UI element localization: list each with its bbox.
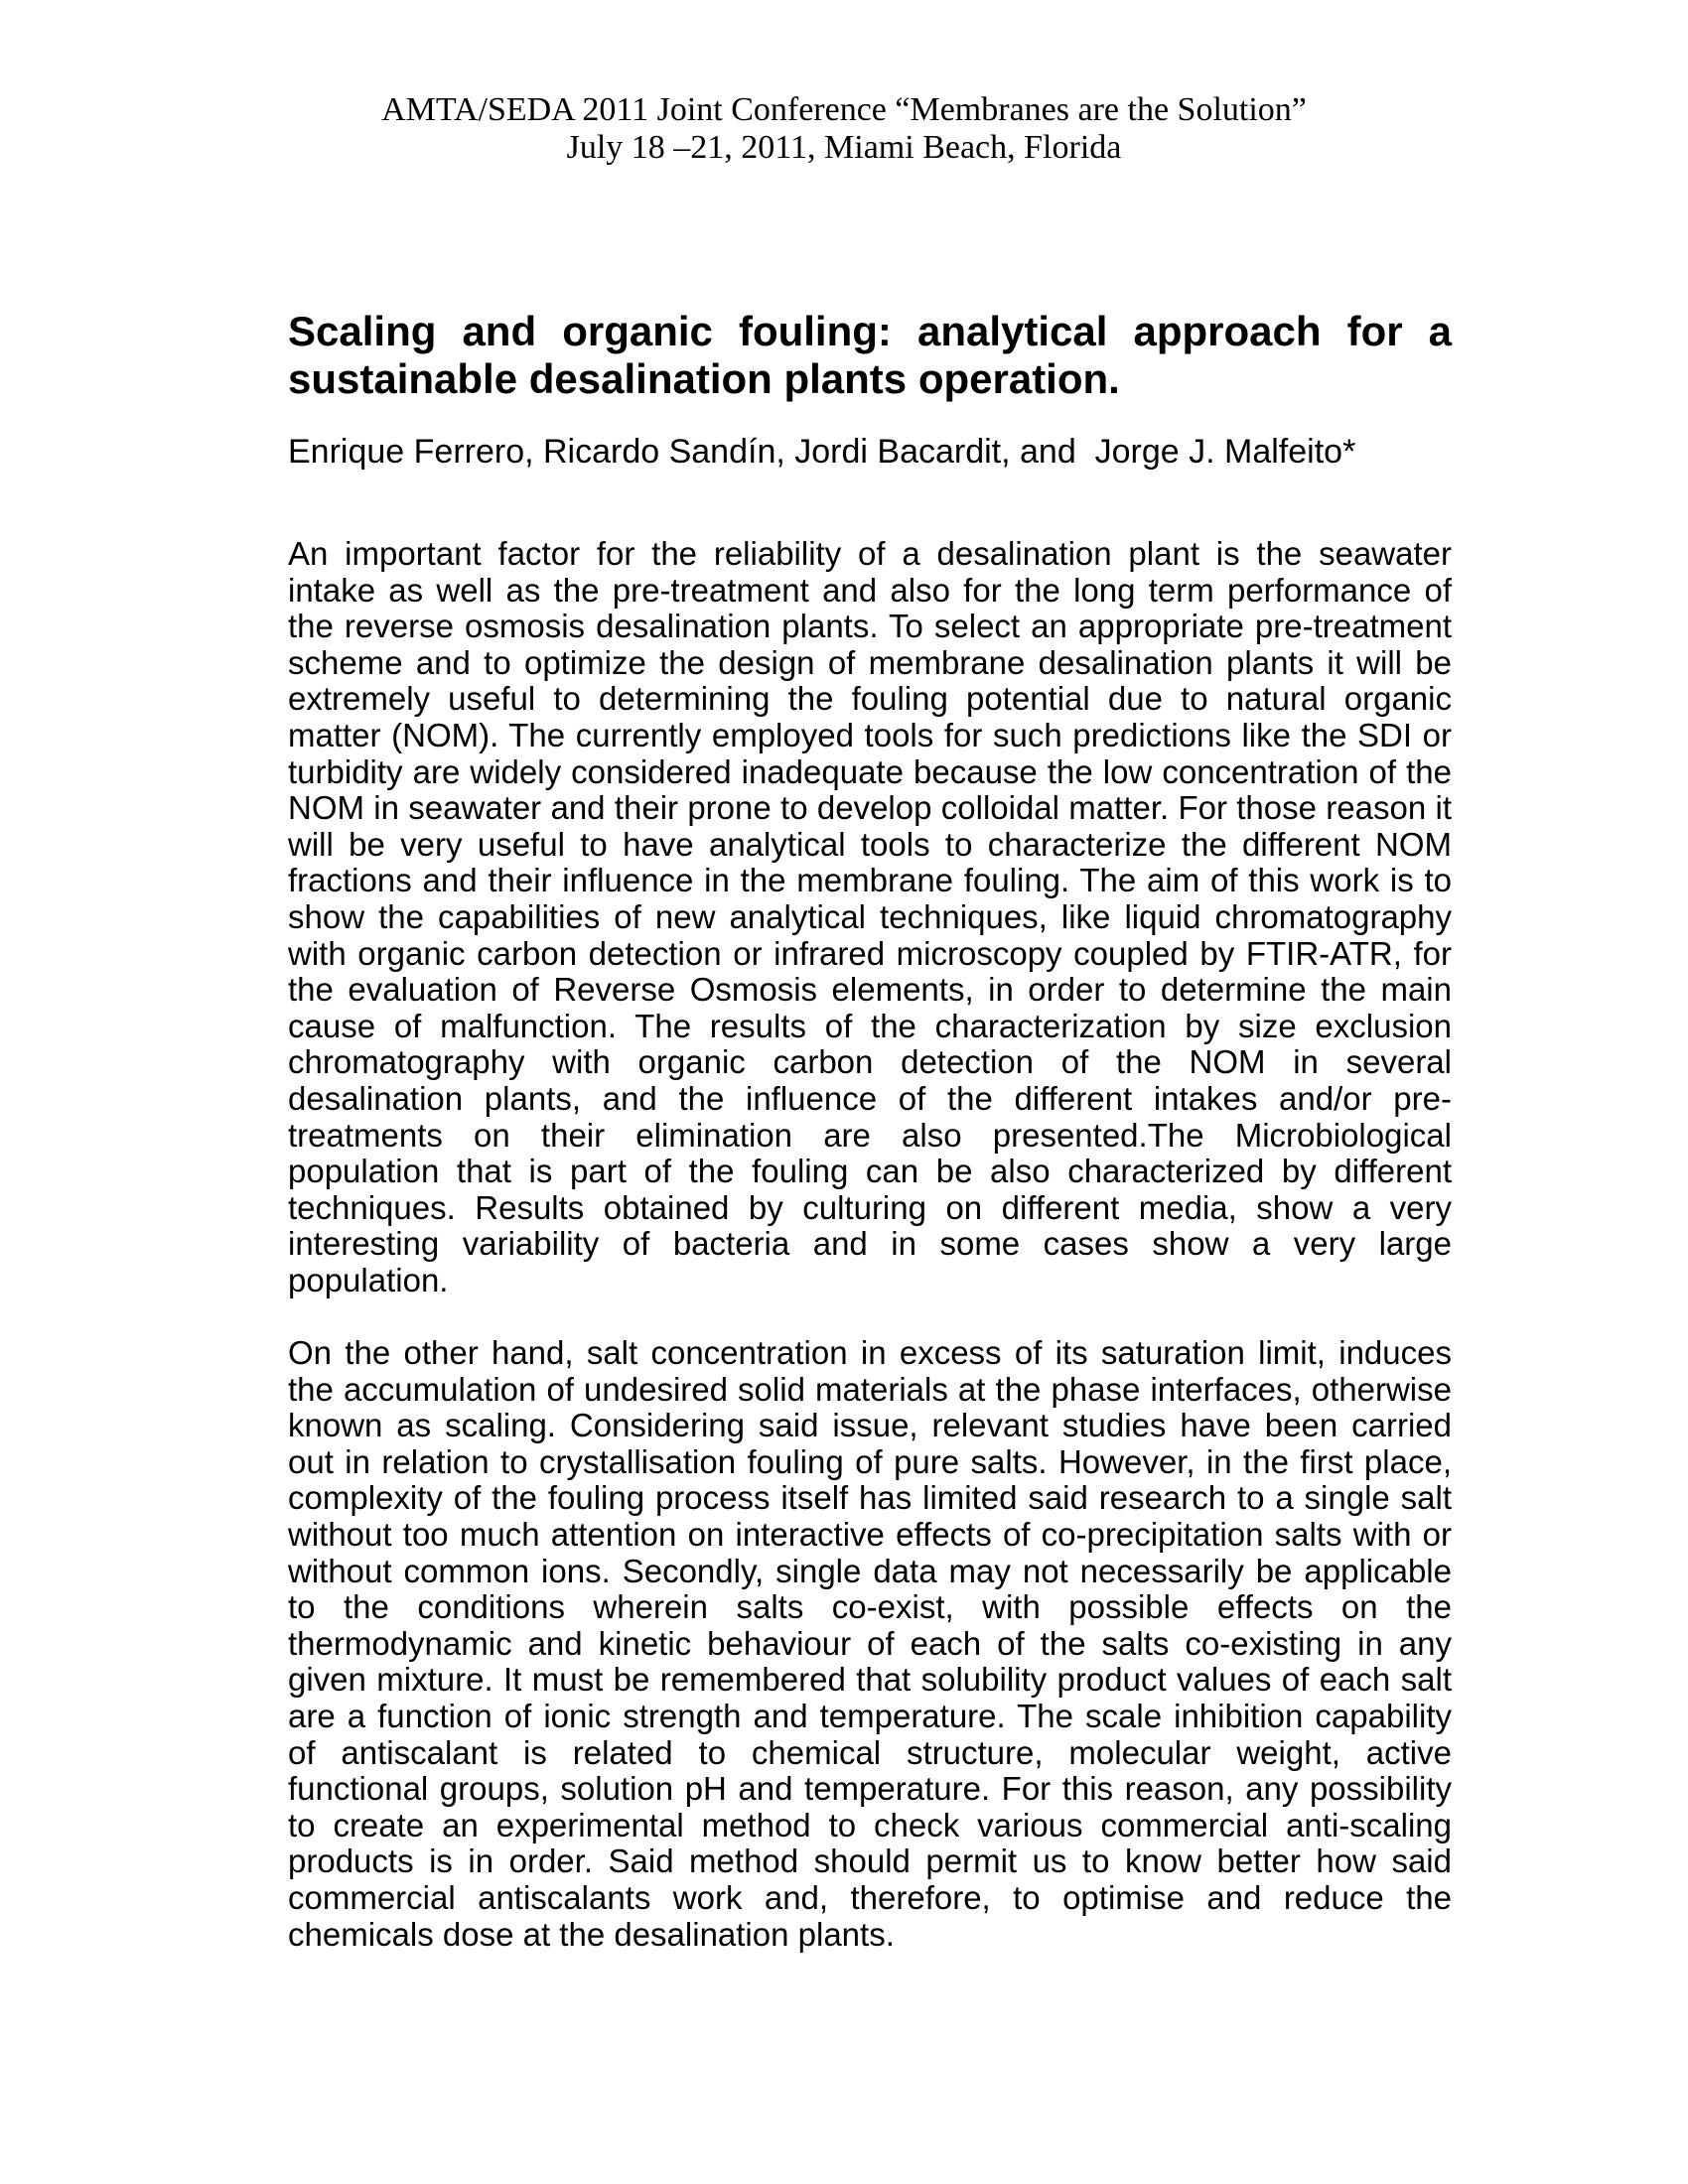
abstract-paragraph-1: An important factor for the reliability of a desalination plant is the seawater intake as well as the pre-treatment and also for the long term performance of the reverse osmosis desalination plants. To select an appropriate pre-treatment scheme and to optimize the design of membrane desalination plants it will be extremely useful to determining the fouling potential due to natural organic matter (NOM). The currently employed tools for such predictions like the SDI or turbidity are widely considered inadequate because the low concentration of the NOM in seawater and their prone to develop colloidal matter. For those reason it will be very useful to have analytical tools to characterize the different NOM fractions and their influence in the membrane fouling. The aim of this work is to show the capabilities of new analytical techniques, like liquid chromatography with organic carbon detection or infrared microscopy coupled by FTIR-ATR, for the evaluation of Reverse Osmosis elements, in order to determine the main cause of malfunction. The results of the characterization by size exclusion chromatography with organic carbon detection of the NOM in several desalination plants, and the influence of the different intakes and/or pre-treatments on their elimination are also presented.The Microbiological population that is part of the fouling can be also characterized by different techniques. Results obtained by culturing on different media, show a very interesting variability of bacteria and in some cases show a very large population. [288, 535, 1452, 1298]
authors-line: Enrique Ferrero, Ricardo Sandín, Jordi Bacardit, and Jorge J. Malfeito* [288, 433, 1356, 471]
paper-title-line-1: Scaling and organic fouling: analytical approach for a [288, 308, 1452, 354]
paper-title [288, 308, 1452, 403]
paper-content [288, 0, 1452, 1953]
paper-title-line-2: sustainable desalination plants operation. [288, 355, 1120, 402]
abstract-paragraph-2: On the other hand, salt concentration in excess of its saturation limit, induces the accumulation of undesired solid materials at the phase interfaces, otherwise known as scaling. Considering said issue, relevant studies have been carried out in relation to crystallisation fouling of pure salts. However, in the first place, complexity of the fouling process itself has limited said research to a single salt without too much attention on interactive effects of co-precipitation salts with or without common ions. Secondly, single data may not necessarily be applicable to the conditions wherein salts co-exist, with possible effects on the thermodynamic and kinetic behaviour of each of the salts co-existing in any given mixture. It must be remembered that solubility product values of each salt are a function of ionic strength and temperature. The scale inhibition capability of antiscalant is related to chemical structure, molecular weight, active functional groups, solution pH and temperature. For this reason, any possibility to create an experimental method to check various commercial anti-scaling products is in order. Said method should permit us to know better how said commercial antiscalants work and, therefore, to optimise and reduce the chemicals dose at the desalination plants. [288, 1334, 1452, 1953]
conference-name: AMTA/SEDA 2011 Joint Conference “Membranes are the Solution” [381, 91, 1307, 128]
conference-date-location: July 18 –21, 2011, Miami Beach, Florida [566, 129, 1122, 166]
